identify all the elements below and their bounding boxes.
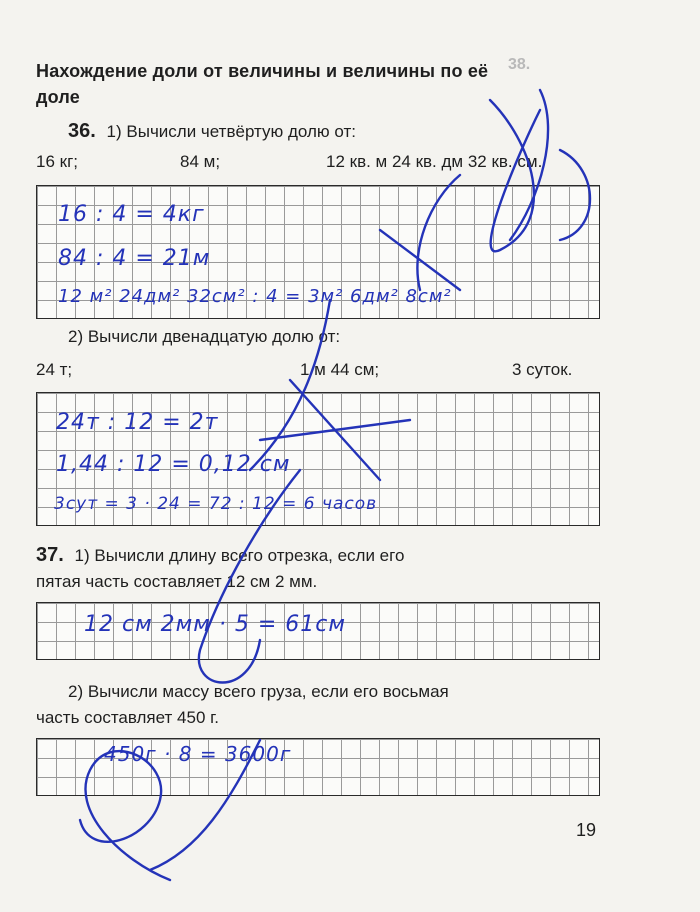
task-36-item-4: 24 т; bbox=[36, 360, 73, 379]
handwritten-answer: 84 : 4 = 21м bbox=[58, 246, 211, 271]
task-37-part2-line2: часть составляет 450 г. bbox=[36, 708, 219, 727]
task-37-part1-line1: 1) Вычисли длину всего отрезка, если его bbox=[74, 546, 405, 565]
task-36-header bbox=[68, 120, 356, 143]
task-36-item-1: 16 кг; bbox=[36, 152, 78, 171]
task-37-number: 37. bbox=[36, 544, 64, 566]
handwritten-answer: 1,44 : 12 = 0,12 см bbox=[56, 452, 291, 477]
task-36-item-5: 1 м 44 см; bbox=[300, 360, 380, 379]
page-number: 19 bbox=[576, 820, 597, 840]
handwritten-answer: 12 см 2мм · 5 = 61см bbox=[84, 612, 346, 637]
handwritten-answer: 16 : 4 = 4кг bbox=[58, 202, 205, 227]
task-36-part1-text: 1) Вычисли четвёртую долю от: bbox=[106, 122, 356, 141]
task-37-part2-line1: 2) Вычисли массу всего груза, если его восьмая bbox=[68, 682, 449, 701]
section-title: Нахождение доли от величины и величины по её доле bbox=[36, 61, 489, 107]
task-37-part1-line2: пятая часть составляет 12 см 2 мм. bbox=[36, 572, 318, 591]
handwritten-answer: 450г · 8 = 3600г bbox=[104, 742, 292, 766]
handwritten-answer: 3сут = 3 · 24 = 72 : 12 = 6 часов bbox=[54, 494, 378, 514]
task-36-number: 36. bbox=[68, 120, 96, 142]
bleed-through-number: 38. bbox=[508, 56, 531, 73]
task-36-item-6: 3 суток. bbox=[512, 360, 573, 379]
handwritten-answer: 12 м² 24дм² 32см² : 4 = 3м² 6дм² 8см² bbox=[58, 286, 452, 307]
task-36-part2-text: 2) Вычисли двенадцатую долю от: bbox=[68, 327, 341, 346]
task-36-item-2: 84 м; bbox=[180, 152, 221, 171]
handwritten-answer: 24т : 12 = 2т bbox=[56, 410, 219, 435]
task-36-item-3: 12 кв. м 24 кв. дм 32 кв. см. bbox=[326, 152, 543, 171]
task-37-header bbox=[36, 544, 404, 567]
